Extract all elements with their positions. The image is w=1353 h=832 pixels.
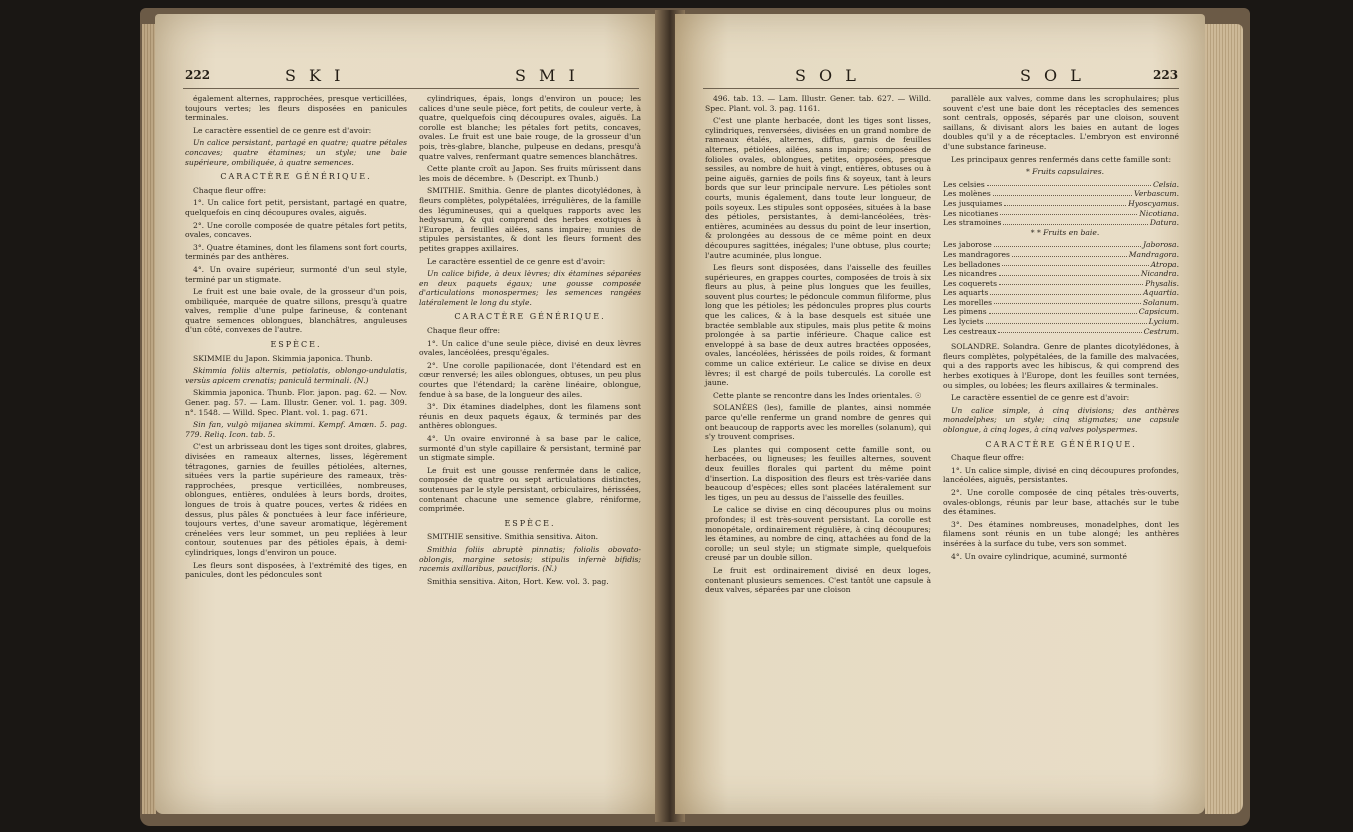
paragraph: Les fleurs sont disposées, à l'extrémité des tiges, en panicules, dont les pédoncules sont (185, 560, 407, 580)
genus-common-name: Les nicotianes (943, 208, 999, 218)
paragraph: Le fruit est une gousse renfermée dans le calice, composée de quatre ou sept articulations distinctes, soutenues par le style persistant, orbiculaires, hérissées, contenant chacune une semence glabre, réniforme, comprimée. (419, 465, 641, 514)
paragraph: Un calice persistant, partagé en quatre; quatre pétales concaves; quatre étamines; un style; une baie supérieure, ombiliquée, à quatre semences. (185, 138, 407, 167)
paragraph: Le calice se divise en cinq découpures plus ou moins profondes; il est très-souvent persistant. La corolle est monopétale, ordinairement régulière, à cinq découpures; les étamines, au nombre de cinq, attachées au fond de la corolle; un seul style; un stigmate simple, quelquefois creusé par un double sillon. (705, 505, 931, 563)
paragraph: Cette plante se rencontre dans les Indes orientales. ☉ (713, 390, 922, 400)
list-item (943, 279, 1179, 289)
genus-common-name: Les cestreaux (943, 326, 997, 336)
paragraph: SMITHIE. Smithia. Genre de plantes dicotylédones, à fleurs complètes, polypétalées, irrégulières, de la famille des légumineuses, qui a quelques rapports avec les hedysarum, & qui comprend des herbes exotiques à l'Europe, à feuilles ailées, sans impaire; munies de stipules persistantes, & dont les fleurs forment des petites grappes axillaires. (419, 186, 641, 253)
header-rule (183, 88, 639, 89)
paragraph: 2°. Une corolle papilionacée, dont l'étendard est en cœur renversé; les ailes oblongues, obtuses, un peu plus courtes que l'étendard; la carène linéaire, oblongue, fendue à sa base, de la longueur des ailes. (419, 360, 641, 399)
leader-dots (993, 189, 1132, 196)
paragraph: CARACTÈRE GÉNÉRIQUE. (454, 312, 606, 322)
page-number-right: 223 (1153, 68, 1179, 82)
paragraph: Les fleurs sont disposées, dans l'aisselle des feuilles supérieures, en grappes courtes, composées de trois à six fleurs au plus, à peine plus longues que les feuilles, souvent plus courtes; le pédoncule commun filiforme, plus long que les pétioles; les pédoncules propres plus courts que les calices, & à la base desquels est située une bractée semblable aux stipules, mais plus petite & moins prolongée à sa partie inférieure. Chaque calice est enveloppé à sa base de deux autres bractées opposées, ovales, lancéolées, hérissées de poils roides, & formant comme un calice extérieur. Le calice se divise en deux lèvres; il est chargé de poils tuberculés. La corolle est jaune. (705, 263, 931, 388)
paragraph: Smithia sensitiva. Aiton, Hort. Kew. vol. 3. pag. (427, 576, 609, 586)
genus-latin-name: Mandragora. (1128, 249, 1179, 259)
paragraph: Chaque fleur offre: (427, 326, 501, 336)
running-header-left-1: S K I (285, 66, 345, 85)
paragraph: 4°. Un ovaire cylindrique, acuminé, surmonté (951, 551, 1127, 561)
list-item (943, 199, 1179, 209)
genus-common-name: Les pimens (943, 307, 987, 317)
paragraph: Chaque fleur offre: (193, 185, 267, 195)
genus-common-name: Les stramoines (943, 218, 1002, 228)
leader-dots (990, 288, 1141, 295)
list-item (943, 327, 1179, 337)
genus-latin-name: Capsicum. (1138, 307, 1179, 317)
list-item (943, 307, 1179, 317)
left-column-2 (419, 94, 641, 589)
leader-dots (999, 269, 1139, 276)
genus-latin-name: Cestrum. (1143, 326, 1179, 336)
paragraph: Les principaux genres renfermés dans cette famille sont: (951, 154, 1171, 164)
page-number-left: 222 (185, 68, 211, 82)
left-column-1 (185, 94, 407, 583)
running-header-right-2: S O L (1020, 66, 1085, 85)
list-item (943, 209, 1179, 219)
genus-common-name: Les jaborose (943, 240, 992, 250)
paragraph: CARACTÈRE GÉNÉRIQUE. (985, 439, 1137, 449)
paragraph: 4°. Un ovaire environné à sa base par le calice, surmonté d'un style capillaire & persistant, terminé par un stigmate simple. (419, 434, 641, 463)
section-title: * Fruits capsulaires. (1025, 167, 1105, 177)
leader-dots (1003, 218, 1147, 225)
leader-dots (986, 317, 1147, 324)
paragraph: C'est un arbrisseau dont les tiges sont droites, glabres, divisées en rameaux alternes, lisses, légèrement tétragones, garnies de feuilles pétiolées, alternes, situées vers la partie supérieure des rameaux, très-rapprochées, presque verticillées, nombreuses, oblongues, entières, ondulées à leurs bords, droites, longues de trois à quatre pouces, vertes & ridées en dessus, plus pâles & ponctuées à leur face inférieure, toujours vertes, d'une saveur aromatique, légèrement crénelées vers leur sommet, un peu repliées à leur contour, soutenues par des pétioles épais, à demi-cylindriques, longs d'environ un pouce. (185, 442, 407, 557)
genus-common-name: Les morelles (943, 297, 992, 307)
list-item (943, 189, 1179, 199)
right-column-2 (943, 94, 1179, 564)
leader-dots (989, 307, 1137, 314)
paragraph: C'est une plante herbacée, dont les tiges sont lisses, cylindriques, renversées, divisées en un grand nombre de rameaux étalés, alternes, diffus, garnis de feuilles alternes, pétiolées, ailées, sans impaire; composées de folioles ovales, oblongues, petites, opposées, presque sessiles, au nombre de huit à vingt, entières, obtuses ou à peine aiguës, garnies de poils fins & soyeux, tant à leurs bords que sur leur principale nervure. Les pétioles sont courts, munis également, dans toute leur longueur, de poils soyeux. Les stipules sont opposées, situées à la base des pétioles, persistantes, à demi-lancéolées, très-entières, acuminées au dessus du point de leur insertion, & prolongées au dessous de ce même point en deux découpures sagittées, inégales; l'une obtuse, plus courte; l'autre acuminée, plus longue. (705, 116, 931, 260)
leader-dots (998, 327, 1141, 334)
paragraph: parallèle aux valves, comme dans les scrophulaires; plus souvent c'est une baie dont les réceptacles des semences sont centrals, opposés, séparés par une cloison, souvent saillans, & divisant alors les baies en autant de loges doubles qu'il y a de réceptacles. L'embryon est environné d'une substance farineuse. (943, 94, 1179, 151)
paragraph: SOLANDRE. Solandra. Genre de plantes dicotylédones, à fleurs complètes, polypétalées, de la famille des malvacées, qui a des rapports avec les hibiscus, & qui comprend des herbes exotiques à l'Europe, dont les feuilles sont ternées, ou simples, ou lobées; les fleurs axillaires & terminales. (943, 342, 1179, 390)
list-item (943, 288, 1179, 298)
genus-latin-name: Solanum. (1142, 297, 1179, 307)
leader-dots (999, 279, 1143, 286)
right-column-1 (705, 94, 931, 598)
right-page-edges (1205, 24, 1243, 814)
paragraph: Chaque fleur offre: (951, 453, 1025, 463)
paragraph: Le caractère essentiel de ce genre est d'avoir: (427, 256, 606, 266)
paragraph: 3°. Dix étamines diadelphes, dont les filamens sont réunis en deux paquets égaux, & terminés par des anthères oblongues. (419, 402, 641, 431)
left-page (155, 14, 665, 814)
paragraph: ESPÈCE. (504, 518, 556, 528)
paragraph: 496. tab. 13. — Lam. Illustr. Gener. tab. 627. — Willd. Spec. Plant. vol. 3. pag. 1161. (705, 94, 931, 113)
list-item (943, 298, 1179, 308)
section-title: * * Fruits en baie. (1030, 227, 1100, 237)
header-rule (703, 88, 1179, 89)
running-header-left-2: S M I (515, 66, 579, 85)
leader-dots (987, 180, 1151, 187)
paragraph: 1°. Un calice d'une seule pièce, divisé en deux lèvres ovales, lancéolées, presqu'égales. (419, 338, 641, 358)
genus-latin-name: Aquartia. (1143, 288, 1179, 298)
genus-common-name: Les celsies (943, 179, 985, 189)
paragraph: Le caractère essentiel de ce genre est d'avoir: (193, 125, 372, 135)
paragraph: Cette plante croît au Japon. Ses fruits mûrissent dans les mois de décembre. ♄ (Descript. ex Thunb.) (419, 164, 641, 183)
paragraph: 3°. Quatre étamines, dont les filamens sont fort courts, terminés par des anthères. (185, 242, 407, 262)
paragraph: également alternes, rapprochées, presque verticillées, toujours vertes; les fleurs disposées en panicules terminales. (185, 94, 407, 123)
leader-dots (994, 240, 1141, 247)
genus-common-name: Les jusquiames (943, 198, 1003, 208)
genus-latin-name: Physalis. (1145, 278, 1179, 288)
list-item (943, 218, 1179, 228)
paragraph: 4°. Un ovaire supérieur, surmonté d'un seul style, terminé par un stigmate. (185, 264, 407, 284)
list-item (943, 317, 1179, 327)
genus-common-name: Les aquarts (943, 288, 989, 298)
leader-dots (1004, 199, 1126, 206)
genus-common-name: Les belladones (943, 259, 1001, 269)
paragraph: Skimmia foliis alternis, petiolatis, oblongo-undulatis, versùs apicem crenatis; paniculâ terminali. (N.) (185, 366, 407, 385)
paragraph: Sin fan, vulgò mijanea skimmi. Kempf. Amœn. 5. pag. 779. Reliq. Icon. tab. 5. (185, 420, 407, 439)
genus-latin-name: Lycium. (1148, 317, 1179, 327)
genus-common-name: Les coquerets (943, 278, 997, 288)
running-header-right-1: S O L (795, 66, 860, 85)
paragraph: 2°. Une corolle composée de cinq pétales très-ouverts, ovales-oblongs, réunis par leur base, attachés sur le tube des étamines. (943, 487, 1179, 517)
paragraph: Un calice simple, à cinq divisions; des anthères monadelphes; un style; cinq stigmates; une capsule oblongue, à cinq loges, à cinq valves polyspermes. (943, 405, 1179, 434)
genus-latin-name: Hyoscyamus. (1128, 198, 1179, 208)
leader-dots (1000, 209, 1137, 216)
paragraph: Smithia foliis abruptè pinnatis; foliolis obovato-oblongis, margine setosis; stipulis infernè bifidis; racemis axillaribus, paucifloris. (N.) (419, 544, 641, 574)
genus-latin-name: Datura. (1149, 218, 1179, 228)
genus-latin-name: Celsia. (1153, 179, 1179, 189)
paragraph: Skimmia japonica. Thunb. Flor. japon. pag. 62. — Nov. Gener. pag. 57. — Lam. Illustr. Gener. vol. 1. pag. 309. n°. 1548. — Willd. Spec. Plant. vol. 1. pag. 671. (185, 388, 407, 417)
leader-dots (1012, 250, 1127, 257)
paragraph: Le fruit est ordinairement divisé en deux loges, contenant plusieurs semences. C'est tantôt une capsule à deux valves, séparées par une cloison (705, 565, 931, 595)
paragraph: ESPÈCE. (270, 340, 322, 350)
paragraph: Un calice bifide, à deux lèvres; dix étamines séparées en deux paquets égaux; une gousse composée d'articulations monospermes; les semences rangées latéralement le long du style. (419, 269, 641, 307)
paragraph: 3°. Des étamines nombreuses, monadelphes, dont les filamens sont réunis en un tube alongé; les anthères insérées à la surface du tube, vers son sommet. (943, 519, 1179, 548)
paragraph: Le fruit est une baie ovale, de la grosseur d'un pois, ombiliquée, marquée de quatre sillons, presqu'à quatre valves, remplie d'une pulpe farineuse, & contenant quatre semences oblongues, blanchâtres, anguleuses d'un côté, convexes de l'autre. (185, 287, 407, 335)
list-item (943, 240, 1179, 250)
list-item (943, 260, 1179, 270)
genus-common-name: Les lyciets (943, 317, 984, 327)
paragraph: 1°. Un calice fort petit, persistant, partagé en quatre, quelquefois en cinq découpures ovales, aiguës. (185, 198, 407, 217)
paragraph: Le caractère essentiel de ce genre est d'avoir: (951, 393, 1130, 403)
paragraph: SOLANÉES (les), famille de plantes, ainsi nommée parce qu'elle renferme un grand nombre de genres qui ont beaucoup de rapports avec les morelles (solanum), qui s'y trouvent comprises. (705, 403, 932, 442)
genus-latin-name: Nicotiana. (1139, 208, 1179, 218)
genus-latin-name: Verbascum. (1134, 189, 1179, 199)
genus-common-name: Les molènes (943, 189, 991, 199)
paragraph: cylindriques, épais, longs d'environ un pouce; les calices d'une seule pièce, fort petits, de couleur verte, à quatre, quelquefois cinq découpures ovales, aiguës. La corolle est blanche; les pétales fort petits, concaves, ovales. Le fruit est une baie rouge, de la grosseur d'un pois, très-glabre, blanche, pulpeuse en dedans, presqu'à quatre valves, renfermant quatre semences blanchâtres. (419, 94, 641, 161)
list-item (943, 250, 1179, 260)
genus-common-name: Les mandragores (943, 249, 1010, 259)
genus-common-name: Les nicandres (943, 269, 997, 279)
paragraph: SMITHIE sensitive. Smithia sensitiva. Aiton. (427, 532, 599, 542)
paragraph: CARACTÈRE GÉNÉRIQUE. (220, 172, 372, 182)
list-item (943, 269, 1179, 279)
paragraph: 2°. Une corolle composée de quatre pétales fort petits, ovales, concaves. (185, 220, 407, 240)
right-page (675, 14, 1205, 814)
genus-latin-name: Nicandra. (1140, 269, 1179, 279)
leader-dots (994, 298, 1141, 305)
genus-latin-name: Jaborosa. (1142, 240, 1179, 250)
paragraph: SKIMMIE du Japon. Skimmia japonica. Thunb. (193, 353, 373, 363)
leader-dots (1002, 260, 1148, 267)
left-page-edges (142, 24, 156, 814)
list-item (943, 180, 1179, 190)
genus-latin-name: Atropa. (1150, 259, 1179, 269)
paragraph: Les plantes qui composent cette famille sont, ou herbacées, ou ligneuses; les feuilles alternes, souvent deux feuilles florales qui partent du même point d'insertion. La disposition des fleurs est très-variée dans beaucoup d'espèces; elles sont placées latéralement sur les tiges, un peu au dessus de l'aisselle des feuilles. (705, 444, 931, 502)
paragraph: 1°. Un calice simple, divisé en cinq découpures profondes, lancéolées, aiguës, persistantes. (943, 465, 1179, 485)
